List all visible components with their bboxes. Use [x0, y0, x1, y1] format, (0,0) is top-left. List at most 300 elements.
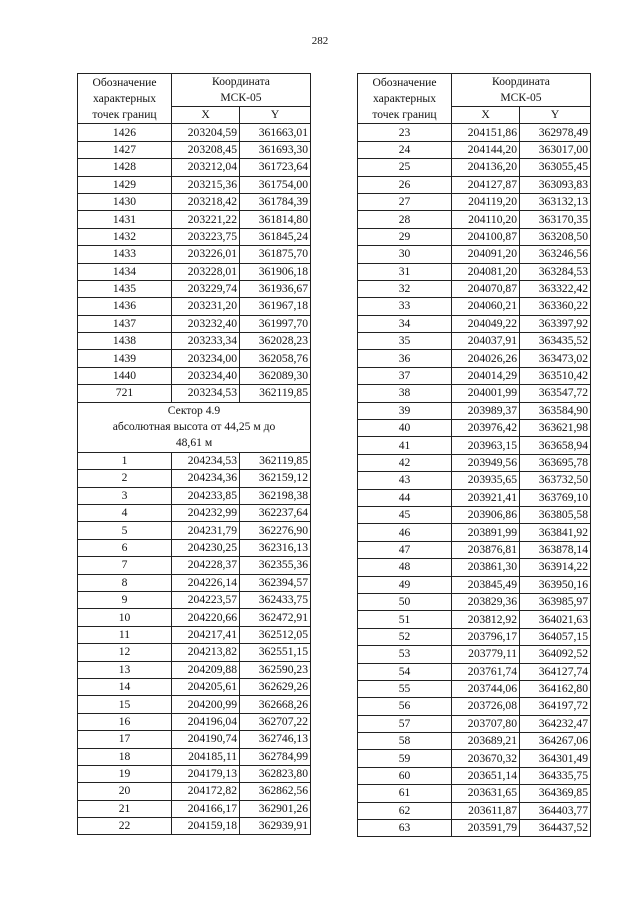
table-row	[358, 159, 591, 176]
table-row	[358, 211, 591, 228]
y-coordinate-cell: 361845,24	[240, 228, 311, 245]
x-coordinate-cell: 204205,61	[172, 678, 240, 695]
table-row	[78, 609, 311, 626]
point-id-cell: 10	[78, 609, 172, 626]
table-row	[78, 333, 311, 350]
y-coordinate-cell: 362355,36	[240, 557, 311, 574]
x-coordinate-cell: 203651,14	[452, 767, 520, 784]
point-id-cell: 1433	[78, 246, 172, 263]
x-coordinate-cell: 204144,20	[452, 141, 520, 158]
x-coordinate-cell: 203670,32	[452, 750, 520, 767]
x-coordinate-cell: 204166,17	[172, 800, 240, 817]
point-header-line2: характерных	[92, 91, 156, 105]
point-id-cell: 63	[358, 820, 452, 837]
y-coordinate-cell: 363950,16	[520, 576, 591, 593]
table-row	[78, 765, 311, 782]
table-row	[78, 470, 311, 487]
y-coordinate-cell: 362198,38	[240, 487, 311, 504]
x-coordinate-cell: 204081,20	[452, 263, 520, 280]
point-id-cell: 52	[358, 628, 452, 645]
y-coordinate-cell: 361784,39	[240, 193, 311, 210]
point-id-cell: 2	[78, 470, 172, 487]
y-coordinate-cell: 364057,15	[520, 628, 591, 645]
coord-header-line1: Координата	[492, 75, 550, 88]
table-row	[358, 228, 591, 245]
x-coordinate-cell: 203861,30	[452, 559, 520, 576]
point-id-cell: 1430	[78, 193, 172, 210]
point-id-cell: 3	[78, 487, 172, 504]
table-row	[358, 576, 591, 593]
table-row	[78, 367, 311, 384]
point-id-cell: 55	[358, 680, 452, 697]
coord-header-line1: Координата	[212, 75, 270, 88]
x-coordinate-cell: 204228,37	[172, 557, 240, 574]
point-id-cell: 27	[358, 193, 452, 210]
coordinate-column-header	[452, 74, 591, 107]
point-id-cell: 41	[358, 437, 452, 454]
y-coordinate-cell: 363621,98	[520, 420, 591, 437]
table-row	[358, 385, 591, 402]
table-row	[78, 783, 311, 800]
y-coordinate-cell: 362058,76	[240, 350, 311, 367]
point-id-cell: 43	[358, 472, 452, 489]
table-row	[358, 420, 591, 437]
table-row	[78, 678, 311, 695]
point-id-cell: 49	[358, 576, 452, 593]
point-id-cell: 30	[358, 246, 452, 263]
point-id-cell: 26	[358, 176, 452, 193]
x-coordinate-cell: 204100,87	[452, 228, 520, 245]
y-column-header: Y	[520, 107, 591, 124]
point-id-cell: 59	[358, 750, 452, 767]
point-id-cell: 721	[78, 385, 172, 402]
x-coordinate-cell: 203963,15	[452, 437, 520, 454]
x-coordinate-cell: 203229,74	[172, 280, 240, 297]
y-coordinate-cell: 364162,80	[520, 680, 591, 697]
y-coordinate-cell: 364335,75	[520, 767, 591, 784]
table-row	[78, 748, 311, 765]
point-id-cell: 51	[358, 611, 452, 628]
x-coordinate-cell: 203906,86	[452, 506, 520, 523]
table-row	[78, 228, 311, 245]
y-coordinate-cell: 363246,56	[520, 246, 591, 263]
y-coordinate-cell: 361967,18	[240, 298, 311, 315]
x-coordinate-cell: 203215,36	[172, 176, 240, 193]
y-coordinate-cell: 362823,80	[240, 765, 311, 782]
point-id-cell: 20	[78, 783, 172, 800]
point-id-cell: 60	[358, 767, 452, 784]
x-coordinate-cell: 204232,99	[172, 505, 240, 522]
table-row	[358, 611, 591, 628]
y-coordinate-cell: 363322,42	[520, 280, 591, 297]
point-id-cell: 42	[358, 454, 452, 471]
point-id-cell: 17	[78, 731, 172, 748]
y-coordinate-cell: 363769,10	[520, 489, 591, 506]
table-row	[78, 818, 311, 835]
y-coordinate-cell: 364127,74	[520, 663, 591, 680]
y-coordinate-cell: 363658,94	[520, 437, 591, 454]
y-coordinate-cell: 364197,72	[520, 698, 591, 715]
coord-header-line2: МСК-05	[220, 91, 262, 104]
table-row	[358, 715, 591, 732]
table-row	[358, 193, 591, 210]
point-id-cell: 40	[358, 420, 452, 437]
y-coordinate-cell: 363435,52	[520, 333, 591, 350]
y-coordinate-cell: 362119,85	[240, 385, 311, 402]
x-coordinate-cell: 204060,21	[452, 298, 520, 315]
y-coordinate-cell: 361754,00	[240, 176, 311, 193]
coord-header-line2: МСК-05	[500, 91, 542, 104]
x-coordinate-cell: 204026,26	[452, 350, 520, 367]
x-coordinate-cell: 204037,91	[452, 333, 520, 350]
y-coordinate-cell: 362394,57	[240, 574, 311, 591]
y-coordinate-cell: 362159,12	[240, 470, 311, 487]
point-id-cell: 8	[78, 574, 172, 591]
x-coordinate-cell: 203218,42	[172, 193, 240, 210]
point-id-cell: 47	[358, 541, 452, 558]
table-row	[358, 246, 591, 263]
y-coordinate-cell: 363732,50	[520, 472, 591, 489]
table-row	[358, 559, 591, 576]
point-id-cell: 24	[358, 141, 452, 158]
x-coordinate-cell: 204223,57	[172, 591, 240, 608]
point-id-cell: 53	[358, 646, 452, 663]
table-row	[358, 437, 591, 454]
y-coordinate-cell: 363397,92	[520, 315, 591, 332]
table-row	[78, 280, 311, 297]
x-coordinate-cell: 203232,40	[172, 315, 240, 332]
table-row	[78, 385, 311, 402]
table-row	[358, 315, 591, 332]
x-coordinate-cell: 203989,37	[452, 402, 520, 419]
x-coordinate-cell: 203611,87	[452, 802, 520, 819]
x-coordinate-cell: 204001,99	[452, 385, 520, 402]
table-row	[358, 367, 591, 384]
y-column-header: Y	[240, 107, 311, 124]
coordinates-table-right-body	[358, 74, 591, 837]
x-coordinate-cell: 204136,20	[452, 159, 520, 176]
point-id-cell: 38	[358, 385, 452, 402]
y-coordinate-cell: 364437,52	[520, 820, 591, 837]
x-coordinate-cell: 204070,87	[452, 280, 520, 297]
table-row	[78, 298, 311, 315]
table-row	[78, 263, 311, 280]
point-header-line1: Обозначение	[372, 75, 437, 89]
point-id-cell: 18	[78, 748, 172, 765]
x-coordinate-cell: 203231,20	[172, 298, 240, 315]
x-coordinate-cell: 203212,04	[172, 159, 240, 176]
point-id-cell: 21	[78, 800, 172, 817]
y-coordinate-cell: 364403,77	[520, 802, 591, 819]
y-coordinate-cell: 363093,83	[520, 176, 591, 193]
table-row	[358, 263, 591, 280]
table-row	[78, 487, 311, 504]
x-coordinate-cell: 203891,99	[452, 524, 520, 541]
table-row	[358, 785, 591, 802]
table-row	[78, 591, 311, 608]
point-header-line2: характерных	[372, 91, 436, 105]
point-id-cell: 32	[358, 280, 452, 297]
table-row	[78, 176, 311, 193]
point-id-cell: 46	[358, 524, 452, 541]
table-row	[78, 193, 311, 210]
y-coordinate-cell: 363584,90	[520, 402, 591, 419]
y-coordinate-cell: 363878,14	[520, 541, 591, 558]
x-coordinate-cell: 204226,14	[172, 574, 240, 591]
sector-caption-row	[78, 402, 311, 452]
point-id-cell: 50	[358, 593, 452, 610]
x-coordinate-cell: 203949,56	[452, 454, 520, 471]
y-coordinate-cell: 363473,02	[520, 350, 591, 367]
table-row	[358, 698, 591, 715]
point-id-cell: 5	[78, 522, 172, 539]
sector-caption	[78, 402, 311, 452]
table-row	[78, 522, 311, 539]
table-row	[78, 452, 311, 469]
table-row	[358, 472, 591, 489]
x-coordinate-cell: 203689,21	[452, 733, 520, 750]
table-row	[358, 298, 591, 315]
sector-caption-line2: абсолютная высота от 44,25 м до	[112, 420, 276, 434]
point-id-cell: 1436	[78, 298, 172, 315]
y-coordinate-cell: 363510,42	[520, 367, 591, 384]
point-id-cell: 13	[78, 661, 172, 678]
point-id-cell: 45	[358, 506, 452, 523]
point-id-cell: 58	[358, 733, 452, 750]
y-coordinate-cell: 363985,97	[520, 593, 591, 610]
point-id-cell: 1439	[78, 350, 172, 367]
table-row	[78, 350, 311, 367]
table-row	[78, 141, 311, 158]
y-coordinate-cell: 362590,23	[240, 661, 311, 678]
y-coordinate-cell: 364092,52	[520, 646, 591, 663]
y-coordinate-cell: 361936,67	[240, 280, 311, 297]
point-id-cell: 15	[78, 696, 172, 713]
y-coordinate-cell: 362089,30	[240, 367, 311, 384]
y-coordinate-cell: 363208,50	[520, 228, 591, 245]
point-id-cell: 25	[358, 159, 452, 176]
table-row	[78, 574, 311, 591]
table-row	[78, 211, 311, 228]
table-row	[78, 315, 311, 332]
coordinate-column-header	[172, 74, 311, 107]
x-coordinate-cell: 204234,53	[172, 452, 240, 469]
y-coordinate-cell: 361875,70	[240, 246, 311, 263]
y-coordinate-cell: 362472,91	[240, 609, 311, 626]
point-id-cell: 22	[78, 818, 172, 835]
point-id-cell: 23	[358, 124, 452, 141]
table-row	[358, 733, 591, 750]
x-coordinate-cell: 203233,34	[172, 333, 240, 350]
table-row	[358, 350, 591, 367]
x-coordinate-cell: 204110,20	[452, 211, 520, 228]
point-id-cell: 1431	[78, 211, 172, 228]
point-id-cell: 1437	[78, 315, 172, 332]
x-coordinate-cell: 204049,22	[452, 315, 520, 332]
y-coordinate-cell: 363841,92	[520, 524, 591, 541]
point-id-cell: 61	[358, 785, 452, 802]
y-coordinate-cell: 362668,26	[240, 696, 311, 713]
y-coordinate-cell: 362237,64	[240, 505, 311, 522]
x-coordinate-cell: 203707,80	[452, 715, 520, 732]
y-coordinate-cell: 363055,45	[520, 159, 591, 176]
x-coordinate-cell: 204230,25	[172, 539, 240, 556]
table-row	[358, 628, 591, 645]
sector-caption-line1: Сектор 4.9	[167, 403, 221, 417]
point-id-cell: 4	[78, 505, 172, 522]
point-id-cell: 62	[358, 802, 452, 819]
x-coordinate-cell: 203631,65	[452, 785, 520, 802]
x-coordinate-cell: 203876,81	[452, 541, 520, 558]
x-coordinate-cell: 204119,20	[452, 193, 520, 210]
table-row	[358, 646, 591, 663]
x-coordinate-cell: 204185,11	[172, 748, 240, 765]
point-id-cell: 31	[358, 263, 452, 280]
point-id-cell: 57	[358, 715, 452, 732]
x-coordinate-cell: 203208,45	[172, 141, 240, 158]
table-row	[358, 506, 591, 523]
y-coordinate-cell: 363360,22	[520, 298, 591, 315]
table-row	[358, 524, 591, 541]
table-row	[358, 750, 591, 767]
point-id-cell: 1427	[78, 141, 172, 158]
point-id-cell: 1426	[78, 124, 172, 141]
x-coordinate-cell: 204213,82	[172, 644, 240, 661]
x-coordinate-cell: 204127,87	[452, 176, 520, 193]
x-coordinate-cell: 204234,36	[172, 470, 240, 487]
table-row	[78, 800, 311, 817]
point-id-cell: 16	[78, 713, 172, 730]
table-row	[358, 802, 591, 819]
table-row	[78, 626, 311, 643]
point-id-cell: 12	[78, 644, 172, 661]
x-coordinate-cell: 204151,86	[452, 124, 520, 141]
point-id-cell: 1	[78, 452, 172, 469]
y-coordinate-cell: 361663,01	[240, 124, 311, 141]
coordinates-table-left	[77, 73, 311, 835]
table-row	[358, 593, 591, 610]
y-coordinate-cell: 361814,80	[240, 211, 311, 228]
x-column-header: X	[172, 107, 240, 124]
y-coordinate-cell: 364232,47	[520, 715, 591, 732]
x-coordinate-cell: 203234,00	[172, 350, 240, 367]
point-id-cell: 34	[358, 315, 452, 332]
point-id-cell: 35	[358, 333, 452, 350]
y-coordinate-cell: 362939,91	[240, 818, 311, 835]
y-coordinate-cell: 364369,85	[520, 785, 591, 802]
x-coordinate-cell: 203744,06	[452, 680, 520, 697]
x-coordinate-cell: 203223,75	[172, 228, 240, 245]
x-coordinate-cell: 204172,82	[172, 783, 240, 800]
x-coordinate-cell: 204014,29	[452, 367, 520, 384]
y-coordinate-cell: 363132,13	[520, 193, 591, 210]
point-id-cell: 29	[358, 228, 452, 245]
y-coordinate-cell: 362276,90	[240, 522, 311, 539]
point-id-cell: 1432	[78, 228, 172, 245]
table-row	[358, 767, 591, 784]
y-coordinate-cell: 361723,64	[240, 159, 311, 176]
table-row	[78, 713, 311, 730]
point-id-cell: 1440	[78, 367, 172, 384]
table-row	[78, 505, 311, 522]
y-coordinate-cell: 362629,26	[240, 678, 311, 695]
x-coordinate-cell: 204159,18	[172, 818, 240, 835]
y-coordinate-cell: 361693,30	[240, 141, 311, 158]
point-id-cell: 1438	[78, 333, 172, 350]
x-coordinate-cell: 203845,49	[452, 576, 520, 593]
y-coordinate-cell: 362512,05	[240, 626, 311, 643]
y-coordinate-cell: 364021,63	[520, 611, 591, 628]
table-row	[358, 680, 591, 697]
x-coordinate-cell: 203796,17	[452, 628, 520, 645]
x-coordinate-cell: 203761,74	[452, 663, 520, 680]
x-coordinate-cell: 203204,59	[172, 124, 240, 141]
x-coordinate-cell: 203921,41	[452, 489, 520, 506]
sector-caption-line3: 48,61 м	[175, 436, 213, 450]
point-id-cell: 56	[358, 698, 452, 715]
x-coordinate-cell: 203234,40	[172, 367, 240, 384]
y-coordinate-cell: 362119,85	[240, 452, 311, 469]
y-coordinate-cell: 363170,35	[520, 211, 591, 228]
x-coordinate-cell: 203812,92	[452, 611, 520, 628]
x-coordinate-cell: 203228,01	[172, 263, 240, 280]
point-id-cell: 1434	[78, 263, 172, 280]
table-row	[358, 402, 591, 419]
y-coordinate-cell: 362746,13	[240, 731, 311, 748]
point-id-cell: 19	[78, 765, 172, 782]
y-coordinate-cell: 362784,99	[240, 748, 311, 765]
table-row	[358, 280, 591, 297]
x-coordinate-cell: 203591,79	[452, 820, 520, 837]
point-id-cell: 1429	[78, 176, 172, 193]
x-coordinate-cell: 203935,65	[452, 472, 520, 489]
x-coordinate-cell: 203779,11	[452, 646, 520, 663]
page-number: 282	[311, 35, 329, 47]
x-coordinate-cell: 204179,13	[172, 765, 240, 782]
x-coordinate-cell: 203726,08	[452, 698, 520, 715]
point-id-cell: 39	[358, 402, 452, 419]
table-row	[78, 731, 311, 748]
point-id-cell: 1428	[78, 159, 172, 176]
x-coordinate-cell: 203976,42	[452, 420, 520, 437]
y-coordinate-cell: 363914,22	[520, 559, 591, 576]
y-coordinate-cell: 362316,13	[240, 539, 311, 556]
y-coordinate-cell: 362433,75	[240, 591, 311, 608]
x-coordinate-cell: 204200,99	[172, 696, 240, 713]
point-id-cell: 37	[358, 367, 452, 384]
table-row	[78, 557, 311, 574]
coordinates-table-right	[357, 73, 591, 837]
x-coordinate-cell: 203829,36	[452, 593, 520, 610]
point-id-cell: 6	[78, 539, 172, 556]
point-id-cell: 28	[358, 211, 452, 228]
x-coordinate-cell: 204209,88	[172, 661, 240, 678]
point-id-cell: 54	[358, 663, 452, 680]
point-column-header	[78, 74, 172, 124]
coordinates-table-left-body	[78, 74, 311, 835]
table-row	[358, 541, 591, 558]
y-coordinate-cell: 363284,53	[520, 263, 591, 280]
y-coordinate-cell: 364267,06	[520, 733, 591, 750]
point-id-cell: 7	[78, 557, 172, 574]
y-coordinate-cell: 362978,49	[520, 124, 591, 141]
point-header-line3: точек границ	[372, 107, 437, 121]
y-coordinate-cell: 363805,58	[520, 506, 591, 523]
table-row	[78, 644, 311, 661]
x-coordinate-cell: 204190,74	[172, 731, 240, 748]
table-row	[358, 489, 591, 506]
x-coordinate-cell: 204091,20	[452, 246, 520, 263]
